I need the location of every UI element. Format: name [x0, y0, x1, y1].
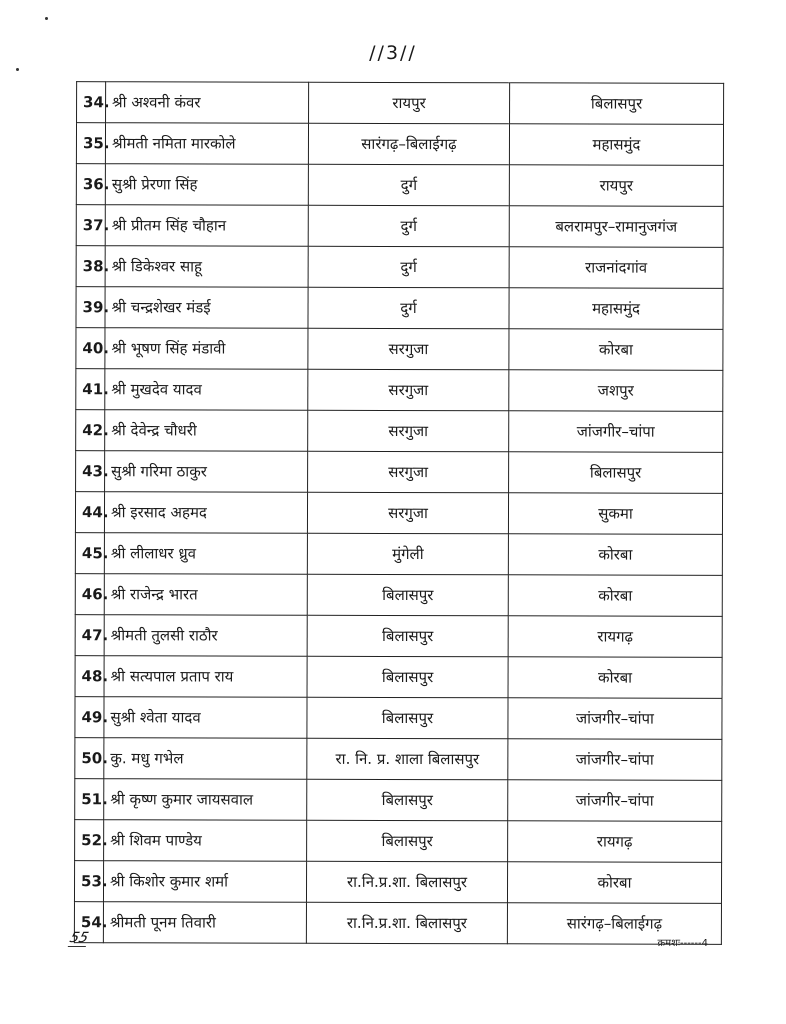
row-number: 47.	[75, 615, 104, 656]
row-number: 49.	[75, 697, 104, 738]
employee-name: श्रीमती नमिता मारकोले	[105, 123, 308, 165]
row-number: 53.	[74, 861, 103, 902]
new-posting: जांजगीर–चांपा	[508, 698, 722, 740]
employee-name: श्री चन्द्रशेखर मंडई	[105, 287, 308, 329]
current-posting: सरगुजा	[308, 328, 509, 370]
employee-name: सुश्री श्वेता यादव	[104, 697, 307, 739]
table-row	[75, 697, 722, 740]
table-row	[76, 287, 723, 330]
table-row	[75, 533, 722, 576]
current-posting: सरगुजा	[308, 451, 509, 493]
row-number: 39.	[76, 287, 105, 328]
row-number: 41.	[76, 369, 105, 410]
row-number: 38.	[76, 246, 105, 287]
current-posting: दुर्ग	[308, 205, 509, 247]
current-posting: दुर्ग	[308, 246, 509, 288]
row-number: 36.	[76, 164, 105, 205]
row-number: 51.	[75, 779, 104, 820]
handwritten-initial: 55	[67, 930, 91, 946]
row-number: 44.	[75, 492, 104, 533]
transfer-table-body	[74, 82, 723, 945]
table-row	[74, 902, 721, 945]
current-posting: रा.नि.प्र.शा. बिलासपुर	[306, 861, 507, 903]
employee-name: श्री कृष्ण कुमार जायसवाल	[104, 779, 307, 821]
current-posting: रायपुर	[309, 82, 510, 124]
new-posting: रायगढ़	[508, 616, 722, 658]
row-number: 34.	[77, 82, 106, 123]
employee-name: श्री डिकेश्वर साहू	[105, 246, 308, 288]
table-row	[75, 574, 722, 617]
current-posting: बिलासपुर	[307, 820, 508, 862]
employee-name: कु. मधु गभेल	[104, 738, 307, 780]
transfer-table	[74, 81, 724, 945]
table-row	[76, 246, 723, 289]
row-number: 45.	[75, 533, 104, 574]
table-row	[75, 656, 722, 699]
table-row	[76, 205, 723, 248]
row-number: 52.	[75, 820, 104, 861]
employee-name: श्रीमती तुलसी राठौर	[104, 615, 307, 657]
new-posting: बिलासपुर	[510, 83, 724, 125]
current-posting: बिलासपुर	[307, 656, 508, 698]
row-number: 43.	[76, 451, 105, 492]
current-posting: रा. नि. प्र. शाला बिलासपुर	[307, 738, 508, 780]
new-posting: महासमुंद	[509, 124, 723, 166]
scan-speck	[45, 17, 48, 20]
employee-name: श्री राजेन्द्र भारत	[104, 574, 307, 616]
new-posting: सुकमा	[508, 493, 722, 535]
new-posting: कोरबा	[509, 329, 723, 371]
current-posting: रा.नि.प्र.शा. बिलासपुर	[306, 902, 507, 944]
new-posting: कोरबा	[507, 862, 721, 904]
table-row	[74, 861, 721, 904]
continued-note: क्रमशः------4	[657, 938, 708, 949]
current-posting: बिलासपुर	[307, 779, 508, 821]
new-posting: बलरामपुर–रामानुजगंज	[509, 206, 723, 248]
table-row	[75, 492, 722, 535]
current-posting: दुर्ग	[308, 164, 509, 206]
row-number: 46.	[75, 574, 104, 615]
table-row	[76, 123, 723, 166]
table-row	[75, 615, 722, 658]
new-posting: रायगढ़	[508, 821, 722, 863]
current-posting: मुंगेली	[307, 533, 508, 575]
table-row	[76, 328, 723, 371]
employee-name: सुश्री प्रेरणा सिंह	[105, 164, 308, 206]
employee-name: श्रीमती पूनम तिवारी	[103, 902, 306, 944]
table-row	[76, 164, 723, 207]
employee-name: श्री सत्यपाल प्रताप राय	[104, 656, 307, 698]
employee-name: श्री किशोर कुमार शर्मा	[103, 861, 306, 903]
table-row	[77, 82, 724, 125]
new-posting: जांजगीर–चांपा	[508, 780, 722, 822]
current-posting: बिलासपुर	[307, 697, 508, 739]
employee-name: श्री अश्वनी कंवर	[106, 82, 309, 124]
table-row	[75, 820, 722, 863]
current-posting: सरगुजा	[308, 410, 509, 452]
table-row	[76, 369, 723, 412]
new-posting: राजनांदगांव	[509, 247, 723, 289]
row-number: 40.	[76, 328, 105, 369]
new-posting: जांजगीर–चांपा	[509, 411, 723, 453]
employee-name: श्री मुखदेव यादव	[105, 369, 308, 411]
table-row	[76, 451, 723, 494]
current-posting: सारंगढ़–बिलाईगढ़	[308, 123, 509, 165]
employee-name: श्री शिवम पाण्डेय	[104, 820, 307, 862]
row-number: 48.	[75, 656, 104, 697]
current-posting: सरगुजा	[308, 369, 509, 411]
row-number: 42.	[76, 410, 105, 451]
employee-name: सुश्री गरिमा ठाकुर	[105, 451, 308, 493]
employee-name: श्री इरसाद अहमद	[104, 492, 307, 534]
new-posting: कोरबा	[508, 575, 722, 617]
new-posting: बिलासपुर	[509, 452, 723, 494]
row-number: 54.	[74, 902, 103, 943]
new-posting: जांजगीर–चांपा	[508, 739, 722, 781]
row-number: 50.	[75, 738, 104, 779]
employee-name: श्री प्रीतम सिंह चौहान	[105, 205, 308, 247]
new-posting: महासमुंद	[509, 288, 723, 330]
scan-speck	[16, 68, 19, 71]
table-row	[76, 410, 723, 453]
employee-name: श्री भूषण सिंह मंडावी	[105, 328, 308, 370]
new-posting: रायपुर	[509, 165, 723, 207]
page-number-header: //3//	[369, 42, 417, 64]
current-posting: सरगुजा	[307, 492, 508, 534]
row-number: 37.	[76, 205, 105, 246]
employee-name: श्री देवेन्द्र चौधरी	[105, 410, 308, 452]
new-posting: जशपुर	[509, 370, 723, 412]
new-posting: कोरबा	[508, 534, 722, 576]
current-posting: बिलासपुर	[307, 574, 508, 616]
new-posting: कोरबा	[508, 657, 722, 699]
current-posting: बिलासपुर	[307, 615, 508, 657]
row-number: 35.	[76, 123, 105, 164]
current-posting: दुर्ग	[308, 287, 509, 329]
table-row	[75, 738, 722, 781]
table-row	[75, 779, 722, 822]
new-posting: सारंगढ़–बिलाईगढ़	[507, 903, 721, 945]
employee-name: श्री लीलाधर ध्रुव	[104, 533, 307, 575]
